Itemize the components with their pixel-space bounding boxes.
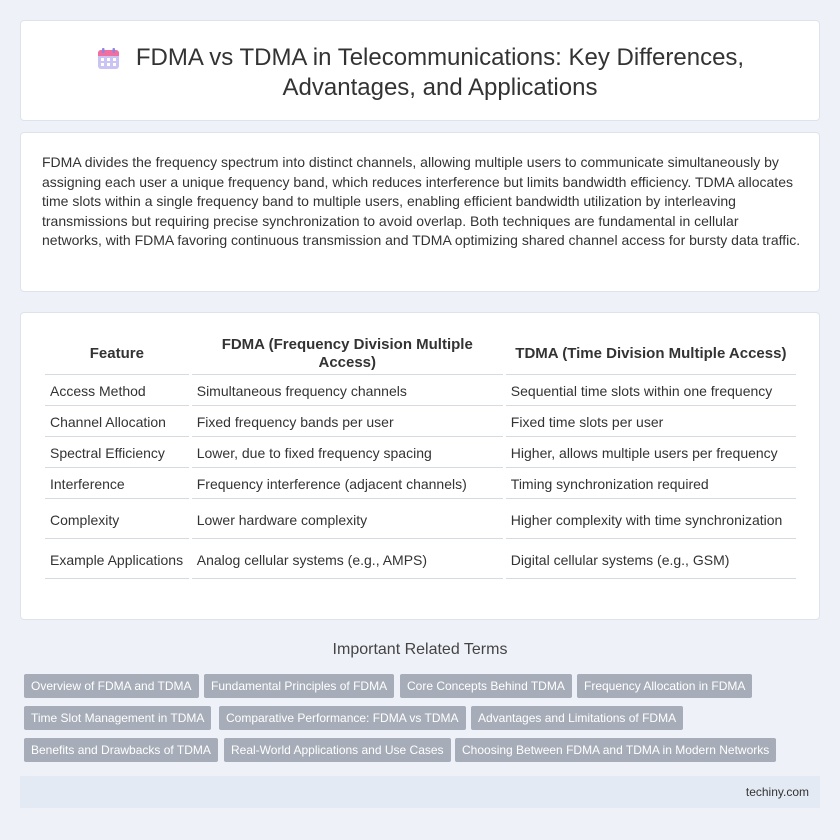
table-cell-feature: Example Applications: [45, 541, 189, 579]
intro-paragraph: FDMA divides the frequency spectrum into distinct channels, allowing multiple users to communicate simultaneously by assigning each user a unique frequency band, which reduces interference but limits bandwidth efficiency. TDMA allocates time slots within a single frequency band to multiple users, enabling efficient bandwidth utilization by interleaving transmissions but requiring precise synchronization to avoid overlap. Both techniques are fundamental in cellular networks, with FDMA favoring continuous transmission and TDMA optimizing shared channel access for bursty data traffic.: [42, 154, 801, 248]
related-tag-choosing[interactable]: Choosing Between FDMA and TDMA in Modern Networks: [455, 738, 776, 762]
table-cell-fdma: Analog cellular systems (e.g., AMPS): [192, 541, 503, 579]
table-row: [45, 470, 796, 499]
related-tag-tdma-benefits[interactable]: Benefits and Drawbacks of TDMA: [24, 738, 218, 762]
page-title: FDMA vs TDMA in Telecommunications: Key Differences, Advantages, and Applications: [135, 44, 745, 101]
comparison-table: [42, 331, 799, 581]
table-row: [45, 377, 796, 406]
table-row: [45, 501, 796, 539]
related-tag-fdma-advantages[interactable]: Advantages and Limitations of FDMA: [471, 706, 683, 730]
related-terms-heading: Important Related Terms: [332, 641, 508, 658]
related-tag-frequency-allocation[interactable]: Frequency Allocation in FDMA: [577, 674, 752, 698]
table-cell-tdma: Fixed time slots per user: [506, 408, 796, 437]
related-tag-fdma-principles[interactable]: Fundamental Principles of FDMA: [204, 674, 394, 698]
table-cell-fdma: Lower hardware complexity: [192, 501, 503, 539]
table-cell-feature: Interference: [45, 470, 189, 499]
related-tag-applications[interactable]: Real-World Applications and Use Cases: [224, 738, 451, 762]
table-header-row: [45, 333, 796, 375]
table-row: [45, 408, 796, 437]
related-tag-comparative-performance[interactable]: Comparative Performance: FDMA vs TDMA: [219, 706, 466, 730]
related-tag-time-slot[interactable]: Time Slot Management in TDMA: [24, 706, 211, 730]
comparison-table-card: [20, 312, 820, 620]
table-cell-fdma: Fixed frequency bands per user: [192, 408, 503, 437]
table-cell-feature: Access Method: [45, 377, 189, 406]
table-cell-fdma: Lower, due to fixed frequency spacing: [192, 439, 503, 468]
footer-bar: [20, 776, 820, 808]
header-tdma: TDMA (Time Division Multiple Access): [506, 333, 796, 375]
related-tag-tdma-concepts[interactable]: Core Concepts Behind TDMA: [400, 674, 572, 698]
table-cell-fdma: Frequency interference (adjacent channels): [192, 470, 503, 499]
header-card: [20, 20, 820, 121]
table-cell-tdma: Sequential time slots within one frequency: [506, 377, 796, 406]
table-cell-tdma: Timing synchronization required: [506, 470, 796, 499]
intro-card: [20, 132, 820, 292]
table-cell-tdma: Higher, allows multiple users per frequency: [506, 439, 796, 468]
footer-site-link[interactable]: techiny.com: [745, 785, 809, 799]
table-row: [45, 439, 796, 468]
table-row: [45, 541, 796, 579]
header-fdma: FDMA (Frequency Division Multiple Access): [192, 333, 503, 375]
title-wrap: [21, 43, 819, 103]
table-cell-feature: Channel Allocation: [45, 408, 189, 437]
related-tag-overview[interactable]: Overview of FDMA and TDMA: [24, 674, 199, 698]
table-cell-fdma: Simultaneous frequency channels: [192, 377, 503, 406]
table-cell-feature: Spectral Efficiency: [45, 439, 189, 468]
header-feature: Feature: [45, 333, 189, 375]
table-cell-tdma: Higher complexity with time synchronization: [506, 501, 796, 539]
table-cell-feature: Complexity: [45, 501, 189, 539]
table-cell-tdma: Digital cellular systems (e.g., GSM): [506, 541, 796, 579]
